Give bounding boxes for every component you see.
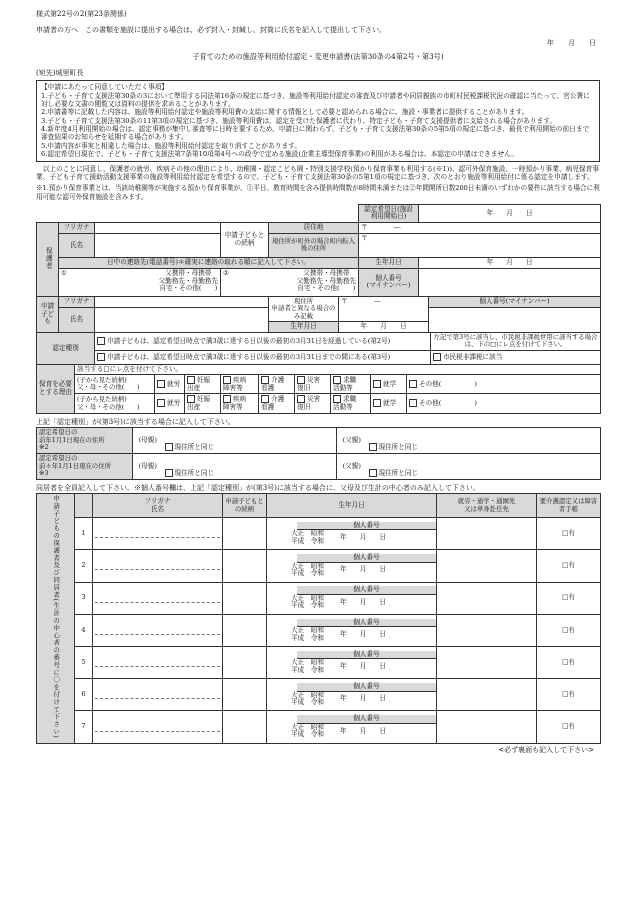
- note-1: ※1.預かり保育事業とは、当該幼稚園等が実施する預かり保育事業が、①平日、教育時間を含み提供時間数が8時間未満または②年間開所日数200日未満のいずれかの要件に該当する場合に利用可能な認可外保育施設を含みます。: [36, 184, 600, 201]
- relation-input[interactable]: [223, 647, 267, 679]
- birthdate-cell[interactable]: 個人番号 大正 昭和 平成 令和 年 月 日: [267, 614, 437, 646]
- contact-1[interactable]: ① 父携帯・母携帯 父勤務先・母勤務先 自宅・その他( ): [59, 268, 221, 296]
- guardian-name-input[interactable]: [95, 233, 221, 257]
- col-care: 要介護認定又は障害者手帳: [537, 494, 601, 518]
- contact-2[interactable]: ② 父携帯・母携帯 父勤務先・母勤務先 自宅・その他( ): [221, 268, 359, 296]
- name-input[interactable]: [93, 518, 223, 550]
- birthdate-cell[interactable]: 個人番号 大正 昭和 平成 令和 年 月 日: [267, 647, 437, 679]
- row-number: 2: [75, 550, 93, 582]
- reason-option[interactable]: 就労: [155, 394, 185, 413]
- workplace-input[interactable]: [437, 582, 537, 614]
- guardian-birthdate-label: 生年月日: [359, 257, 419, 268]
- reason-option[interactable]: 介護 看護: [259, 375, 295, 394]
- prior-address-label-2: 認定希望日の 前々年1月1日現在の住所 ※3: [37, 454, 133, 480]
- reason-relation-2[interactable]: (子から見た続柄) 父・母・その他( ): [75, 394, 155, 413]
- row-number: 1: [75, 518, 93, 550]
- relation-input[interactable]: [223, 679, 267, 711]
- household-side-label: 申請子どもの保護者及び同居者(生計の中心者の番号に〇を付けて下さい): [37, 494, 75, 743]
- checkbox[interactable]: [433, 353, 441, 361]
- child-birthdate-input[interactable]: 年 月 日: [339, 322, 429, 333]
- child-address-input[interactable]: 〒 ―: [339, 296, 429, 321]
- father-label: (父親): [337, 454, 367, 480]
- notice-item: 6.認定希望日現在で、子ども・子育て支援法第7条第10項第4号への政令で定める施設(企業主導型保育事業)の利用がある場合は、本認定の申請はできません。: [41, 150, 518, 159]
- row-number: 7: [75, 711, 93, 743]
- care-checkbox[interactable]: □有: [537, 711, 601, 743]
- residence-label: 居住地: [269, 222, 359, 233]
- household-row: [37, 550, 601, 582]
- guardian-birthdate-input[interactable]: 年 月 日: [419, 257, 601, 268]
- household-row: [37, 711, 601, 743]
- child-furigana-label: フリガナ: [59, 296, 95, 307]
- birthdate-cell[interactable]: 個人番号 大正 昭和 平成 令和 年 月 日: [267, 518, 437, 550]
- child-address-label: 現住所 申請者と異なる場合のみ記載: [269, 296, 339, 321]
- reason-option[interactable]: 介護 看護: [259, 394, 295, 413]
- name-input[interactable]: [93, 679, 223, 711]
- care-checkbox[interactable]: □有: [537, 647, 601, 679]
- notice-item: 4.新年度4月利用開始の場合は、認定事務が集中し審査等に日時を要するため、申請日に関わらず、子ども・子育て支援法第30条の5第5項の規定に基づき、最長で利用開始の前日まで審査結果のお知らせを延期する場合があります。: [41, 125, 590, 142]
- father-label: (父親): [337, 428, 367, 454]
- name-input[interactable]: [93, 711, 223, 743]
- household-row: [37, 614, 601, 646]
- reason-option[interactable]: 災害 復旧: [295, 394, 331, 413]
- col-relation: 申請子どもとの続柄: [223, 494, 267, 518]
- birthdate-cell[interactable]: 個人番号 大正 昭和 平成 令和 年 月 日: [267, 679, 437, 711]
- reason-option[interactable]: 就学: [371, 394, 407, 413]
- cert-option-2[interactable]: 申請子どもは、認定希望日時点で満3歳に達する日以後の最初の3月31日を経過している(第2号): [95, 333, 431, 351]
- mother-label: (母親): [133, 454, 163, 480]
- child-furigana-input[interactable]: [95, 296, 269, 307]
- relation-label: 申請子どもとの続柄: [221, 222, 269, 257]
- household-row: [37, 647, 601, 679]
- checkbox[interactable]: [97, 353, 105, 361]
- care-reason-label: 保育を必要とする理由: [37, 364, 75, 413]
- household-row: [37, 582, 601, 614]
- workplace-input[interactable]: [437, 679, 537, 711]
- guardian-child-table: [36, 204, 601, 297]
- form-title: 子育てのための施設等利用給付認定・変更申請書(法第30条の4第2号・第3号): [192, 52, 444, 62]
- reason-option[interactable]: その他( ): [407, 375, 601, 394]
- mother-address-input[interactable]: 現住所と同じ: [163, 428, 337, 454]
- prior-address-label-1: 認定希望日の 前年1月1日現在の住所 ※2: [37, 428, 133, 454]
- child-table: [36, 296, 601, 333]
- col-birthdate: 生年月日: [267, 494, 437, 518]
- workplace-input[interactable]: [437, 550, 537, 582]
- child-label: 申請子ども: [37, 296, 59, 332]
- notice-item: 5.申請内容が事実と相違した場合は、施設等利用給付認定を取り消すことがあります。: [41, 141, 301, 150]
- section3-intro: 上記「認定種別」が(第3号)に該当する場合に記入して下さい。: [36, 417, 235, 426]
- header-corner: [75, 494, 93, 518]
- household-row: [37, 679, 601, 711]
- relation-input[interactable]: [223, 518, 267, 550]
- consent-notice-box: [36, 80, 600, 161]
- checkbox[interactable]: [97, 337, 105, 345]
- row-number: 4: [75, 614, 93, 646]
- name-input[interactable]: [93, 550, 223, 582]
- guardian-furigana-input[interactable]: [95, 222, 221, 233]
- birthdate-cell[interactable]: 個人番号 大正 昭和 平成 令和 年 月 日: [267, 550, 437, 582]
- workplace-input[interactable]: [437, 647, 537, 679]
- reason-option[interactable]: 就学: [371, 375, 407, 394]
- addressee: (宛先)城里町長: [36, 68, 84, 77]
- row-number: 3: [75, 582, 93, 614]
- care-checkbox[interactable]: □有: [537, 679, 601, 711]
- workplace-input[interactable]: [437, 711, 537, 743]
- reason-option[interactable]: その他( ): [407, 394, 601, 413]
- reason-option[interactable]: 災害 復旧: [295, 375, 331, 394]
- row-number: 5: [75, 647, 93, 679]
- notice-heading: 【申請にあたって同意していただく事項】: [41, 83, 169, 92]
- household-intro: 同居者を全員記入して下さい。※個人番号欄は、上記「認定種別」が(第3号)に該当する場合に、父母及び生計の中心者のみ記入して下さい。: [36, 484, 480, 493]
- cert-tax-option[interactable]: 市民税非課税に該当: [431, 350, 601, 364]
- desired-date-label: 認定希望日(施設利用開始日): [359, 204, 419, 222]
- workplace-input[interactable]: [437, 614, 537, 646]
- form-number: 様式第22号の2(第23条関係): [36, 10, 127, 18]
- reason-option[interactable]: 求職 活動等: [331, 394, 371, 413]
- col-name: フリガナ 氏名: [93, 494, 223, 518]
- notice-item: 1.子ども・子育て支援法第30条の3において準用する同法第16条の規定に基づき、施設等利用給付認定の審査及び申請者や同居親族の市町村民税課税状況の確認に当たって、官公署に対し必要な文書の閲覧又は資料の提供を求めることがあります。: [41, 91, 590, 108]
- relation-input[interactable]: [223, 550, 267, 582]
- reason-relation-1[interactable]: (子から見た続柄) 父・母・その他( ): [75, 375, 155, 394]
- relation-input[interactable]: [223, 582, 267, 614]
- care-checkbox[interactable]: □有: [537, 614, 601, 646]
- col-workplace: 就労・通学・通園先 又は単身赴任先: [437, 494, 537, 518]
- household-row: [37, 518, 601, 550]
- notice-item: 3.子ども・子育て支援法第30条の11第3項の規定に基づき、施設等利用費は、認定を受けた保護者に代わり、特定子ども・子育て支援提供者に支給される場合があります。: [41, 116, 557, 125]
- cert-note: 左記で第3号に該当し、市民税非課税世帯に該当する場合は、下の□にレ点を付けて下さい。: [431, 333, 601, 351]
- desired-date-input[interactable]: 年 月 日: [419, 204, 601, 222]
- guardian-my-number-label: 個人番号 (マイナンバー): [359, 268, 419, 296]
- birthdate-cell[interactable]: 個人番号 大正 昭和 平成 令和 年 月 日: [267, 582, 437, 614]
- application-date: 年 月 日: [547, 38, 596, 47]
- cert-type-label: 認定種別: [37, 333, 95, 365]
- reason-option[interactable]: 求職 活動等: [331, 375, 371, 394]
- care-checkbox[interactable]: □有: [537, 518, 601, 550]
- name-input[interactable]: [93, 614, 223, 646]
- reason-option[interactable]: 就労: [155, 375, 185, 394]
- move-in-input[interactable]: 〒: [359, 233, 601, 257]
- daytime-contact-label: 日中の連絡先(電話番号)＊確実に連絡の取れる順に記入して下さい。: [59, 257, 359, 268]
- guardian-label: 保護者: [37, 222, 59, 296]
- reason-option[interactable]: 妊娠 出産: [185, 394, 221, 413]
- care-reason-instruction: 該当する□にレ点を付けて下さい。: [75, 364, 601, 375]
- mother-label: (母親): [133, 428, 163, 454]
- reason-option[interactable]: 疾病 障害等: [221, 394, 259, 413]
- father-address-input[interactable]: 現住所と同じ: [367, 428, 601, 454]
- reason-option[interactable]: 妊娠 出産: [185, 375, 221, 394]
- name-input[interactable]: [93, 582, 223, 614]
- child-my-number-label: 個人番号(マイナンバー): [429, 296, 601, 307]
- notice-item: 2.申請書等に記載した内容は、施設等利用給付認定や施設等利用費の支給に関する情報として必要と認められる場合に、施設・事業者に提供することがあります。: [41, 108, 529, 117]
- reason-option[interactable]: 疾病 障害等: [221, 375, 259, 394]
- guardian-my-number-input[interactable]: [419, 268, 601, 296]
- household-table: [36, 493, 601, 743]
- guardian-name-label: 氏名: [59, 233, 95, 257]
- guardian-furigana-label: フリガナ: [59, 222, 95, 233]
- child-birthdate-label: 生年月日: [269, 322, 339, 333]
- cert-option-3[interactable]: 申請子どもは、認定希望日時点で満3歳に達する日以後の最初の3月31日までの間にある(第3号): [95, 350, 431, 364]
- name-input[interactable]: [93, 647, 223, 679]
- relation-input[interactable]: [223, 711, 267, 743]
- move-in-label: 現住所が町外の場合町内転入後の住所: [269, 233, 359, 257]
- father-address-input[interactable]: 現住所と同じ: [367, 454, 601, 480]
- child-name-input[interactable]: [95, 307, 269, 332]
- mother-address-input[interactable]: 現住所と同じ: [163, 454, 337, 480]
- row-number: 6: [75, 679, 93, 711]
- birthdate-cell[interactable]: 個人番号 大正 昭和 平成 令和 年 月 日: [267, 711, 437, 743]
- consent-statement: 以上のことに同意し、保護者の就労、疾病その他の理由により、幼稚園・認定こども園・特別支援学校(預かり保育事業も利用する(※1))、認可外保育施設、一時預かり事業、病児保育事業、子ども子育て援助活動支援事業の施設等利用給付認定を希望するので、子ども・子育て支援法第30条の5第1項の規定に基づき、次のとおり施設等利用給付に係る認定を申請します。: [36, 164, 600, 181]
- care-reason-table: [36, 364, 601, 414]
- footer-note: <必ず裏面も記入して下さい>: [498, 745, 594, 754]
- certification-type-table: [36, 332, 601, 365]
- child-name-label: 氏名: [59, 307, 95, 332]
- workplace-input[interactable]: [437, 518, 537, 550]
- residence-input[interactable]: 〒 ―: [359, 222, 601, 233]
- care-checkbox[interactable]: □有: [537, 582, 601, 614]
- care-checkbox[interactable]: □有: [537, 550, 601, 582]
- prior-address-table: [36, 427, 601, 480]
- child-my-number-input[interactable]: [429, 307, 601, 332]
- applicant-instruction: 申請者の方へ この書類を施設に提出する場合は、必ず封入・封緘し、封筒に氏名を記入して提出して下さい。: [36, 26, 386, 35]
- relation-input[interactable]: [223, 614, 267, 646]
